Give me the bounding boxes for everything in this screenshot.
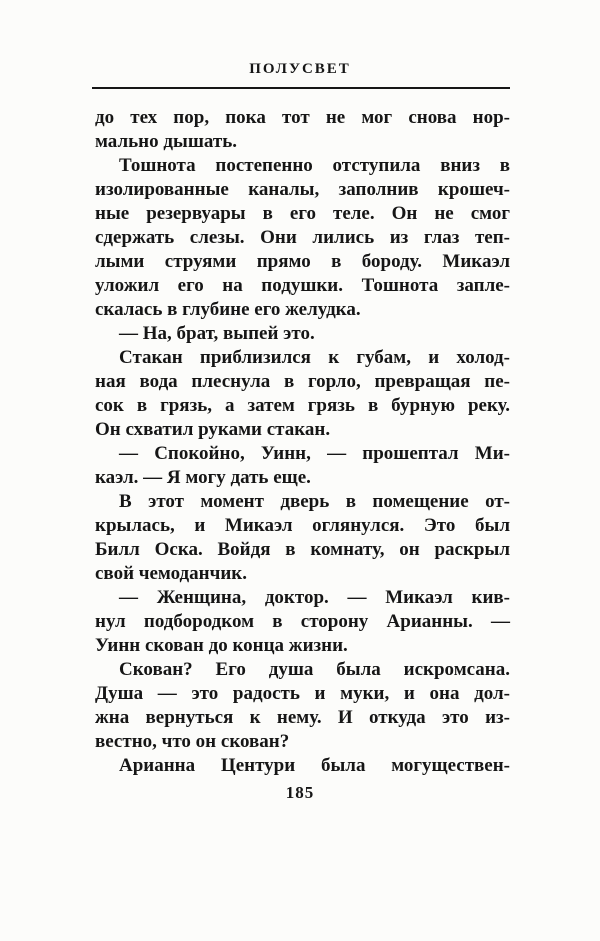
text-line: свой чемоданчик. [95, 563, 247, 584]
page-number: 185 [285, 783, 315, 802]
text-line: Душа — это радость и муки, и она дол- [95, 683, 510, 704]
paragraph [95, 490, 510, 586]
text-line: Арианна Центури была могуществен- [119, 755, 510, 776]
text-line: вестно, что он скован? [95, 731, 290, 752]
page-text [95, 106, 510, 778]
text-line: сдержать слезы. Они лились из глаз теп- [95, 227, 510, 248]
paragraph [95, 322, 510, 346]
paragraph [95, 106, 510, 154]
text-line: жна вернуться к нему. И откуда это из- [95, 707, 510, 728]
text-line: — На, брат, выпей это. [119, 323, 315, 344]
paragraph [95, 442, 510, 490]
text-line: каэл. — Я могу дать еще. [95, 467, 311, 488]
text-line: уложил его на подушки. Тошнота запле- [95, 275, 510, 296]
text-line: Стакан приблизился к губам, и холод- [119, 347, 510, 368]
paragraph [95, 754, 510, 778]
text-line: ная вода плеснула в горло, превращая пе- [95, 371, 510, 392]
text-line: Уинн скован до конца жизни. [95, 635, 348, 656]
text-line: ные резервуары в его теле. Он не смог [95, 203, 510, 224]
paragraph [95, 586, 510, 658]
text-line: Скован? Его душа была искромсана. [119, 659, 510, 680]
text-line: — Женщина, доктор. — Микаэл кив- [119, 587, 510, 608]
text-line: Билл Оска. Войдя в комнату, он раскрыл [95, 539, 510, 560]
text-line: Он схватил руками стакан. [95, 419, 331, 440]
text-line: Тошнота постепенно отступила вниз в [119, 155, 510, 176]
running-header-title: ПОЛУСВЕТ [249, 61, 351, 77]
text-line: до тех пор, пока тот не мог снова нор- [95, 107, 510, 128]
paragraph [95, 154, 510, 322]
text-line: нул подбородком в сторону Арианны. — [95, 611, 510, 632]
text-line: мально дышать. [95, 131, 238, 152]
header-rule [92, 87, 510, 89]
paragraph [95, 346, 510, 442]
text-line: скалась в глубине его желудка. [95, 299, 361, 320]
text-line: лыми струями прямо в бороду. Микаэл [95, 251, 510, 272]
text-line: сок в грязь, а затем грязь в бурную реку. [95, 395, 510, 416]
text-line: В этот момент дверь в помещение от- [119, 491, 510, 512]
paragraph [95, 658, 510, 754]
text-line: изолированные каналы, заполнив крошеч- [95, 179, 510, 200]
text-line: крылась, и Микаэл оглянулся. Это был [95, 515, 510, 536]
text-line: — Спокойно, Уинн, — прошептал Ми- [119, 443, 510, 464]
